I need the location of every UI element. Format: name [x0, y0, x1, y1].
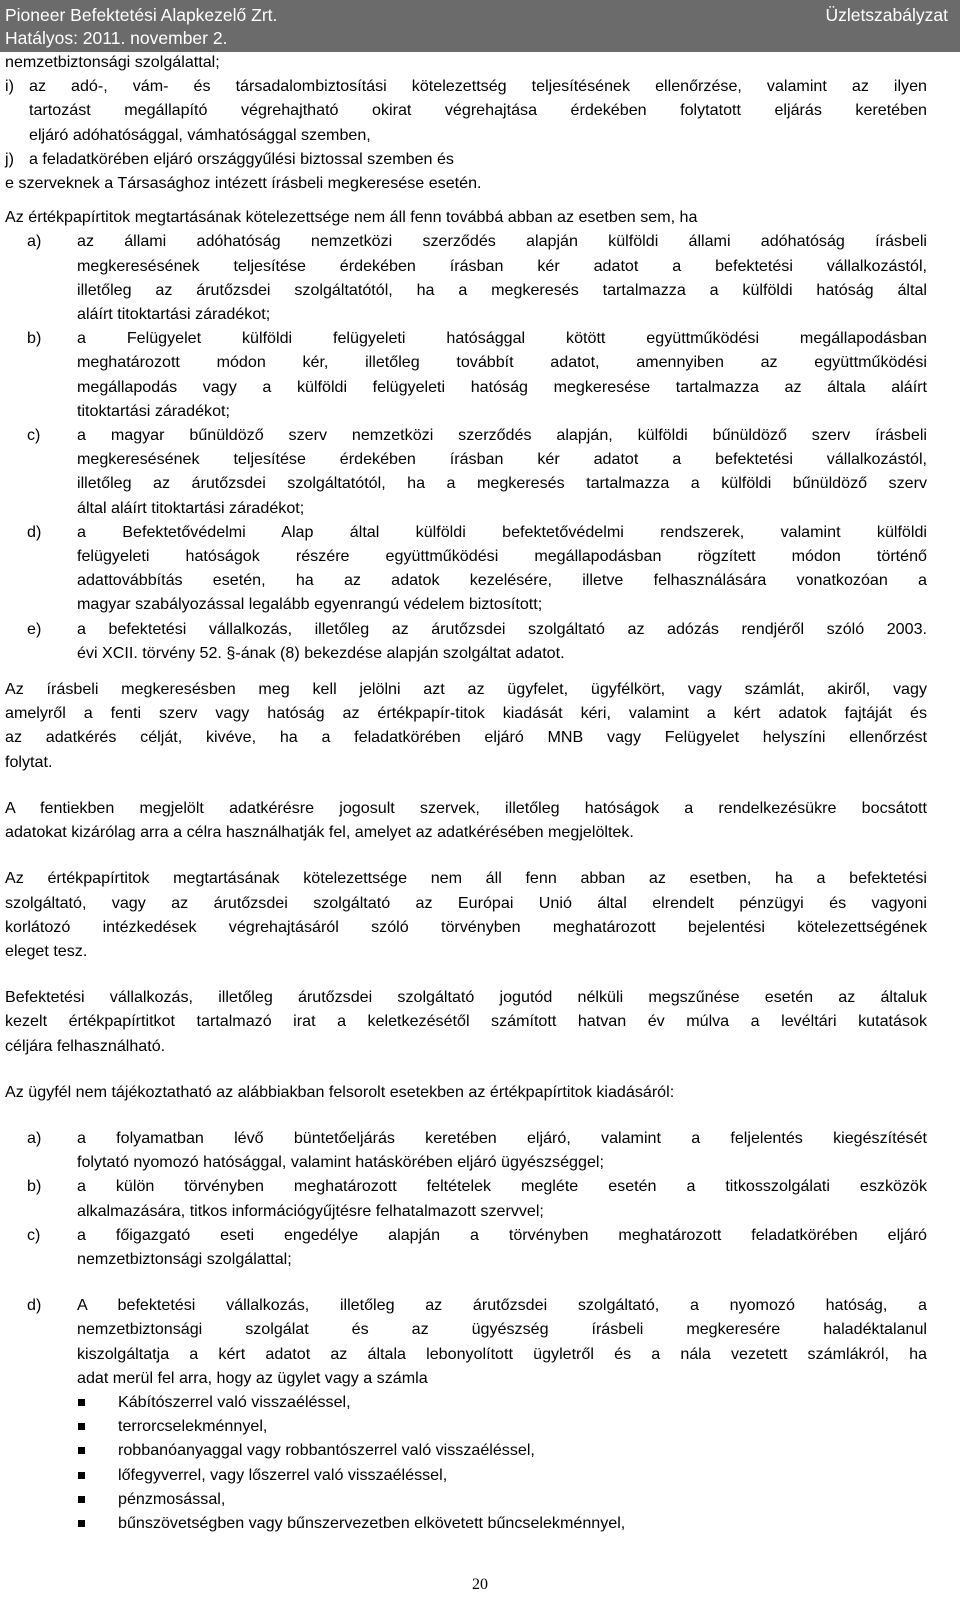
paragraph-line: kezelt értékpapírtitkot tartalmazó irat a keletkezésétől számított hatvan év múlva a levéltári kutatások: [5, 1012, 927, 1031]
paragraph-line: Az írásbeli megkeresésben meg kell jelölni azt az ügyfelet, ügyfélkört, vagy számlát, akiről, vagy: [5, 680, 927, 699]
paragraph-eu-sanctions: [5, 866, 927, 963]
list-item-j: [5, 147, 927, 171]
list-label: b): [27, 1177, 42, 1196]
list-line: illetőleg az árutőzsdei szolgáltatótól, ha a megkeresés tartalmazza a külföldi bűnüldöző szerv: [77, 474, 927, 493]
list-line: felügyeleti hatóságok részére együttműködési megállapodásban rögzített módon történő: [77, 547, 927, 566]
paragraph-line: Befektetési vállalkozás, illetőleg árutőzsdei szolgáltató jogutód nélküli megszűnése esetén az általuk: [5, 988, 927, 1007]
square-bullet-icon: [78, 1399, 85, 1406]
list-label: j): [5, 149, 14, 168]
square-bullet-icon: [78, 1520, 85, 1527]
list-label: b): [27, 329, 42, 348]
paragraph-archives: [5, 985, 927, 1058]
list-line: A befektetési vállalkozás, illetőleg az árutőzsdei szolgáltató, a nyomozó hatóság, a: [77, 1296, 927, 1315]
continued-text: nemzetbiztonsági szolgálattal;: [5, 53, 220, 71]
list-label: d): [27, 1296, 42, 1315]
list-line: illetőleg az árutőzsdei szolgáltatótól, ha a megkeresés tartalmazza a külföldi hatóság által: [77, 280, 927, 299]
section2-item-b: [5, 1174, 927, 1222]
bullet-item: [5, 1390, 927, 1414]
paragraph-line: Az értékpapírtitok megtartásának kötelezettsége nem áll fenn abban az esetben, ha a befektetési: [5, 869, 927, 888]
list-line: az állami adóhatóság nemzetközi szerződés alapján külföldi állami adóhatóság írásbeli: [77, 232, 927, 251]
section1-item-a: [5, 229, 927, 326]
bullet-text: pénzmosással,: [118, 1489, 226, 1508]
list-line: évi XCII. törvény 52. §-ának (8) bekezdése alapján szolgáltat adatot.: [77, 643, 565, 662]
list-label: e): [27, 619, 42, 638]
paragraph-line: folytat.: [5, 752, 53, 771]
paragraph-data-usage: [5, 796, 927, 844]
square-bullet-icon: [78, 1423, 85, 1430]
bullet-text: robbanóanyaggal vagy robbantószerrel való visszaéléssel,: [118, 1441, 535, 1460]
list-line: a külön törvényben meghatározott feltételek megléte esetén a titkosszolgálati eszközök: [77, 1177, 927, 1196]
list-line: tartozást megállapító végrehajtható okirat végrehajtása érdekében folytatott eljárás keretében: [29, 101, 927, 120]
list-line: eljáró adóhatósággal, vámhatósággal szemben,: [29, 125, 371, 144]
square-bullet-icon: [78, 1472, 85, 1479]
list-line: az adó-, vám- és társadalombiztosítási kötelezettség teljesítésének ellenőrzése, valamint az ilyen: [29, 77, 927, 96]
list-label: c): [27, 1225, 41, 1244]
bullet-item: [5, 1414, 927, 1438]
section2-lead: Az ügyfél nem tájékoztatható az alábbiakban felsorolt esetekben az értékpapírtitok kiadásáról:: [5, 1082, 675, 1101]
list-line: a feladatkörében eljáró országgyűlési biztossal szemben és: [29, 149, 454, 168]
paragraph-line: korlátozó intézkedések végrehajtásáról szóló törvényben meghatározott bejelentési kötelezettségének: [5, 917, 927, 936]
list-line: alkalmazására, titkos információgyűjtésre felhatalmazott szervvel;: [77, 1201, 544, 1220]
list-line: aláírt titoktartási záradékot;: [77, 305, 271, 324]
paragraph-line: céljára felhasználható.: [5, 1036, 166, 1055]
intro-closing-line: e szerveknek a Társasághoz intézett írásbeli megkeresése esetén.: [5, 174, 482, 193]
list-line: adat merül fel arra, hogy az ügylet vagy a számla: [77, 1368, 428, 1387]
section1-item-b: [5, 326, 927, 423]
section2-item-a: [5, 1126, 927, 1174]
paragraph-line: szolgáltató, vagy az árutőzsdei szolgáltató az Európai Unió által elrendelt pénzügyi és vagyoni: [5, 893, 927, 912]
list-line: megállapodás vagy a külföldi felügyeleti hatóság megkeresése tartalmazza az általa aláírt: [77, 377, 927, 396]
list-line: a főigazgató eseti engedélye alapján a törvényben meghatározott feladatkörében eljáró: [77, 1225, 927, 1244]
list-line: a Felügyelet külföldi felügyeleti hatósággal kötött együttműködési megállapodásban: [77, 329, 927, 348]
bullet-text: lőfegyverrel, vagy lőszerrel való visszaéléssel,: [118, 1465, 448, 1484]
bullet-item: [5, 1438, 927, 1462]
list-line: a befektetési vállalkozás, illetőleg az árutőzsdei szolgáltató az adózás rendjéről szóló 2003.: [77, 619, 927, 638]
paragraph-line: az adatkérés célját, kivéve, ha a feladatkörében eljáró MNB vagy Felügyelet helyszíni ellenőrzést: [5, 728, 927, 747]
document-title: Üzletszabályzat: [825, 5, 948, 25]
list-line: titoktartási záradékot;: [77, 401, 230, 420]
section1-item-e: [5, 617, 927, 665]
paragraph-line: A fentiekben megjelölt adatkérésre jogosult szervek, illetőleg hatóságok a rendelkezésükre bocsátott: [5, 798, 927, 817]
list-line: nemzetbiztonsági szolgálat és az ügyészség írásbeli megkeresére haladéktalanul: [77, 1320, 927, 1339]
bullet-item: [5, 1487, 927, 1511]
list-label: d): [27, 522, 42, 541]
bullet-text: terrorcselekménnyel,: [118, 1417, 268, 1436]
list-line: a folyamatban lévő büntetőeljárás keretében eljáró, valamint a feljelentés kiegészítését: [77, 1128, 927, 1147]
list-label: a): [27, 232, 42, 251]
bullet-text: Kábítószerrel való visszaéléssel,: [118, 1392, 351, 1411]
bullet-list: [5, 1390, 927, 1535]
section2-item-d: [5, 1293, 927, 1390]
list-line: folytató nyomozó hatósággal, valamint hatáskörében eljáró ügyészséggel;: [77, 1153, 604, 1172]
list-label: i): [5, 77, 14, 96]
paragraph-request-content: [5, 677, 927, 774]
list-label: c): [27, 426, 41, 445]
square-bullet-icon: [78, 1447, 85, 1454]
list-line: a Befektetővédelmi Alap által külföldi befektetővédelmi rendszerek, valamint külföldi: [77, 522, 927, 541]
list-line: adattovábbítás esetén, ha az adatok kezelésére, illetve felhasználására vonatkozóan a: [77, 571, 927, 590]
page-number: 20: [472, 1576, 488, 1593]
list-line: kiszolgáltatja a kért adatot az általa lebonyolított ügyletről és a nála vezetett számlákról, ha: [77, 1344, 927, 1363]
page-header: [0, 0, 960, 52]
bullet-item: [5, 1511, 927, 1535]
list-line: által aláírt titoktartási záradékot;: [77, 498, 305, 517]
list-label: a): [27, 1128, 42, 1147]
list-line: nemzetbiztonsági szolgálattal;: [77, 1249, 292, 1268]
paragraph-line: eleget tesz.: [5, 941, 88, 960]
section2-item-c: [5, 1223, 927, 1271]
list-line: a magyar bűnüldöző szerv nemzetközi szerződés alapján, külföldi bűnüldöző szerv írásbeli: [77, 426, 927, 445]
document-body: [5, 50, 927, 1535]
list-line: megkeresésének teljesítése érdekében írásban kér adatot a befektetési vállalkozástól,: [77, 256, 927, 275]
section1-item-c: [5, 423, 927, 520]
section1-lead: Az értékpapírtitok megtartásának kötelezettsége nem áll fenn továbbá abban az esetben sem, ha: [5, 208, 698, 227]
company-name: Pioneer Befektetési Alapkezelő Zrt.: [5, 5, 278, 25]
list-line: megkeresésének teljesítése érdekében írásban kér adatot a befektetési vállalkozástól,: [77, 450, 927, 469]
list-line: meghatározott módon kér, illetőleg továbbít adatot, amennyiben az együttműködési: [77, 353, 927, 372]
effective-date: Hatályos: 2011. november 2.: [5, 28, 228, 48]
list-item-i: [5, 74, 927, 147]
paragraph-line: adatokat kizárólag arra a célra használhatják fel, amelyet az adatkérésében megjelöltek.: [5, 823, 634, 842]
section1-item-d: [5, 520, 927, 617]
bullet-item: [5, 1463, 927, 1487]
bullet-text: bűnszövetségben vagy bűnszervezetben elkövetett bűncselekménnyel,: [118, 1513, 626, 1532]
square-bullet-icon: [78, 1496, 85, 1503]
list-line: magyar szabályozással legalább egyenrangú védelem biztosított;: [77, 595, 543, 614]
paragraph-line: amelyről a fenti szerv vagy hatóság az értékpapír-titok kiadását kéri, valamint a kért adatok fajtáját és: [5, 704, 927, 723]
